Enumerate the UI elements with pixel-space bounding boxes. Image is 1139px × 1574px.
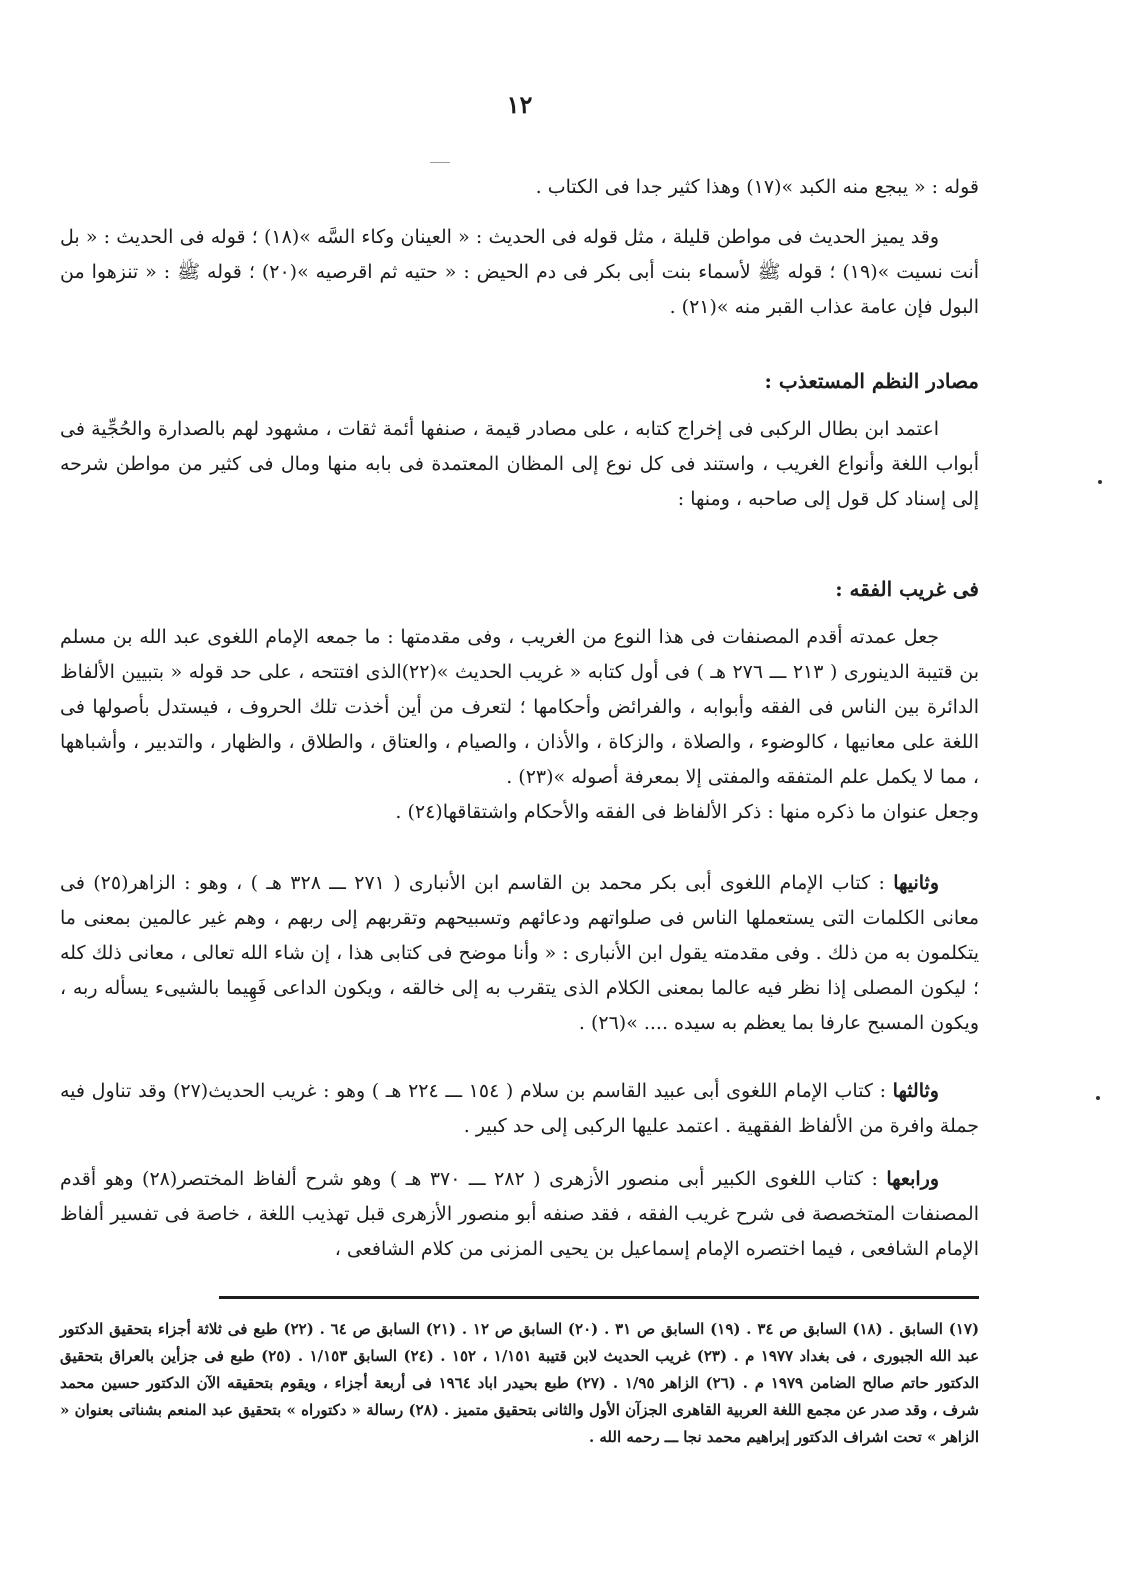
- paragraph-lead: ورابعها: [886, 1168, 939, 1190]
- paragraph-text: : كتاب اللغوى الكبير أبى منصور الأزهرى ( ٢٨٢ ـــ ٣٧٠ هـ ) وهو شرح ألفاظ المختصر(٢٨) وهو أقدم المصنفات المتخصصة فى شرح غريب الفقه ، فقد صنفه أبو منصور الأزهرى قبل تهذيب اللغة ، خاصة فى تفسير ألفاظ الإمام الشافعى ، فيما اختصره الإمام إسماعيل بن يحيى المزنى من كلام الشافعى ،: [60, 1168, 979, 1260]
- paragraph-4: [60, 620, 979, 830]
- paragraph-text: جعل عمدته أقدم المصنفات فى هذا النوع من الغريب ، وفى مقدمتها : ما جمعه الإمام اللغوى عبد الله بن مسلم بن قتيبة الدينورى ( ٢١٣ ـــ ٢٧٦ هـ ) فى أول كتابه « غريب الحديث »(٢٢)الذى افتتحه ، على حد قوله « بتبيين الألفاظ الدائرة بين الناس فى الفقه وأبوابه ، والفرائض وأحكامها ؛ لتعرف من أين أخذت تلك الحروف ، فيستدل بأصولها فى اللغة على معانيها ، كالوضوء ، والصلاة ، والزكاة ، والأذان ، والصيام ، والعتاق ، والطلاق ، والظهار ، والتدبير ، وأشباهها ، مما لا يكمل علم المتفقه والمفتى إلا بمعرفة أصوله »(٢٣) .: [60, 626, 980, 788]
- paragraph-lead: وثانيها: [893, 872, 940, 894]
- paragraph-lead: وثالثها: [892, 1080, 939, 1102]
- section-heading-sources: [60, 364, 979, 398]
- paragraph-text: وجعل عنوان ما ذكره منها : ذكر الألفاظ فى الفقه والأحكام واشتقاقها(٢٤) .: [395, 801, 979, 823]
- decorative-mark: [430, 162, 450, 163]
- scan-speck: [1098, 480, 1102, 484]
- section-heading-fiqh: [60, 572, 979, 606]
- paragraph-text: وقد يميز الحديث فى مواطن قليلة ، مثل قوله فى الحديث : « العينان وكاء السَّه »(١٨) ؛ قوله فى الحديث : « بل أنت نسيت »(١٩) ؛ قوله ﷺ لأسماء بنت أبى بكر فى دم الحيض : « حتيه ثم اقرصيه »(٢٠) ؛ قوله ﷺ : « تنزهوا من البول فإن عامة عذاب القبر منه »(٢١) .: [60, 226, 980, 318]
- paragraph-1: [60, 170, 979, 205]
- paragraph-fourth-source: [60, 1162, 979, 1267]
- paragraph-text: : كتاب الإمام اللغوى أبى عبيد القاسم بن سلام ( ١٥٤ ـــ ٢٢٤ هـ ) وهو : غريب الحديث(٢٧) وقد تناول فيه جملة وافرة من الألفاظ الفقهية . اعتمد عليها الركبى إلى حد كبير .: [60, 1080, 979, 1137]
- paragraph-text: اعتمد ابن بطال الركبى فى إخراج كتابه ، على مصادر قيمة ، صنفها أئمة ثقات ، مشهود لهم بالصدارة والحُجِّية فى أبواب اللغة وأنواع الغريب ، واستند فى كل نوع إلى المظان المعتمدة فى بابه منها ومال فى كثير من مواطن شرحه إلى إسناد كل قول إلى صاحبه ، ومنها :: [60, 418, 979, 510]
- section-heading: مصادر النظم المستعذب :: [764, 369, 979, 393]
- paragraph-third-source: [60, 1074, 979, 1144]
- footnote-divider: [219, 1296, 979, 1299]
- scan-speck: [1096, 1096, 1100, 1100]
- paragraph-text: قوله : « يبجع منه الكبد »(١٧) وهذا كثير جدا فى الكتاب .: [535, 176, 979, 198]
- paragraph-2: [60, 220, 979, 325]
- paragraph-3: [60, 412, 979, 517]
- footnotes: (١٧) السابق . (١٨) السابق ص ٣٤ . (١٩) السابق ص ٣١ . (٢٠) السابق ص ١٢ . (٢١) السابق ص ٦٤ . (٢٢) طبع فى ثلاثة أجزاء بتحقيق الدكتور عبد الله الجبورى ، فى بغداد ١٩٧٧ م . (٢٣) غريب الحديث لابن قتيبة ١/١٥١ ، ١٥٢ . (٢٤) السابق ١/١٥٣ . (٢٥) طبع فى جزأين بالعراق بتحقيق الدكتور حاتم صالح الضامن ١٩٧٩ م . (٢٦) الزاهر ١/٩٥ . (٢٧) طبع بحيدر اباد ١٩٦٤ فى أربعة أجزاء ، ويقوم بتحقيقه الآن الدكتور حسين محمد شرف ، وقد صدر عن مجمع اللغة العربية القاهرى الجزآن الأول والثانى بتحقيق متميز . (٢٨) رسالة « دكتوراه » بتحقيق عبد المنعم بشناتى بعنوان « الزاهر » تحت اشراف الدكتور إبراهيم محمد نجا ـــ رحمه الله .: [60, 1320, 980, 1446]
- paragraph-second-source: [60, 866, 979, 1041]
- page-number: ١٢: [506, 90, 533, 119]
- paragraph-text: : كتاب الإمام اللغوى أبى بكر محمد بن القاسم ابن الأنبارى ( ٢٧١ ـــ ٣٢٨ هـ ) ، وهو : الزاهر(٢٥) فى معانى الكلمات التى يستعملها الناس فى صلواتهم ودعائهم وتسبيحهم وتقربهم إلى ربهم ، وهم غير عالمين بمعنى ما يتكلمون به من ذلك . وفى مقدمته يقول ابن الأنبارى : « وأنا موضح فى كتابى هذا ، إن شاء الله تعالى ، معانى ذلك كله ؛ ليكون المصلى إذا نظر فيه عالما بمعنى الكلام الذى يتقرب به إلى خالقه ، ويكون الداعى فَهِيما بالشيىء يسأله ربه ، ويكون المسبح عارفا بما يعظم به سيده .... »(٢٦) .: [60, 872, 979, 1034]
- page: [60, 0, 979, 1574]
- section-heading: فى غريب الفقه :: [835, 577, 979, 601]
